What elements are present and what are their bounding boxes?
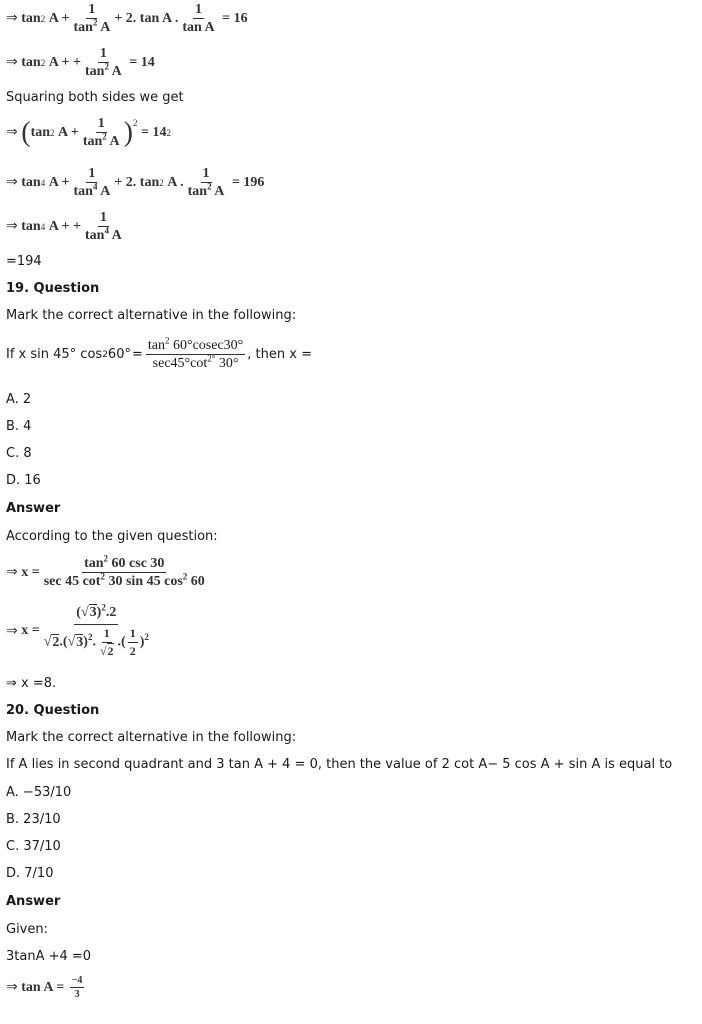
equation-4: ⇒ tan 4 A + $\frac{1}{\tan^4 A}$ + 2. tan 2 A . $\frac{1}{\tan^2 A}$ = 196 [6,166,265,199]
q19-option-d: D. 16 [6,473,41,488]
implies-arrow: ⇒ [6,175,18,190]
q19-heading: 19. Question [6,281,100,296]
q19-option-c: C. 8 [6,446,32,461]
q19-stem-fraction: $\frac{\tan^2 60^\circ cosec30^\circ}{\sec 45^\circ\cot^{2^\circ} 30^\circ}$ [147,335,244,371]
fraction: $\frac{1}{\tan^2 A}$ [82,116,120,149]
fraction: $\frac{\tan^2 60 \csc 30}{\sec 45 \cot^2 30 \sin 45 \cos^2 60}$ [43,553,205,589]
q19-final: ⇒ x =8. [6,676,57,691]
implies-arrow: ⇒ [6,980,18,995]
q20-heading: 20. Question [6,703,100,718]
implies-arrow: ⇒ [6,565,18,580]
equation-2: ⇒ tan 2 A + + $\frac{1}{\tan^2 A}$ = 14 [6,46,155,79]
fraction: $\frac{1}{\tan^2 A}$ [187,166,225,199]
q20-answer-label: Answer [6,894,61,909]
q20-stem: If A lies in second quadrant and 3 tan A + 4 = 0, then the value of 2 cot A− 5 cos A + sin A is equal to [6,757,673,772]
q20-option-a: A. −53/10 [6,785,72,800]
q20-option-d: D. 7/10 [6,866,54,881]
fraction: $\frac{1}{\tan^4 A}$ [73,166,111,199]
q20-equation: 3tanA +4 =0 [6,949,92,964]
q19-stem: If x sin 45° cos 2 60° = $\frac{\tan^2 60^\circ cosec30^\circ}{\sec 45^\circ\cot^{2^\circ} 30^\circ}$ , then x = [6,335,312,371]
implies-arrow: ⇒ [6,125,18,140]
q20-option-c: C. 37/10 [6,839,61,854]
fraction: $\frac{-4}{3}$ [71,975,83,1000]
implies-arrow: ⇒ [6,623,18,639]
q19-answer-label: Answer [6,501,61,516]
equation-1: ⇒ tan 2 A + $\frac{1}{\tan^2 A}$ + 2. tan A . $\frac{1}{\text{tan A}}$ = 16 [6,2,248,35]
fraction: $(√3)^2.2$ $√2.(√3)^2$. $\frac{1}{√2}$ .( $\frac{1}{2}$ )$^2$ [43,602,149,658]
q19-answer-equation-2: ⇒ x = $(√3)^2.2$ $√2.(√3)^2$. $\frac{1}{√2}$ .( $\frac{1}{2}$ )$^2$ [6,602,149,658]
fraction: $\frac{1}{\tan^4 A}$ [84,210,122,243]
squaring-text: Squaring both sides we get [6,90,184,105]
equation-5: ⇒ tan 4 A + + $\frac{1}{\tan^4 A}$ [6,210,122,243]
q19-instruction: Mark the correct alternative in the following: [6,308,297,323]
q19-option-b: B. 4 [6,419,32,434]
implies-arrow: ⇒ [6,219,18,234]
result-194: =194 [6,254,42,269]
fraction: $\frac{1}{\tan^2 A}$ [84,46,122,79]
q19-according: According to the given question: [6,529,218,544]
fraction: $\frac{1}{\text{tan A}}$ [182,2,215,35]
q19-answer-equation-1: ⇒ x = $\frac{\tan^2 60 \csc 30}{\sec 45 \cot^2 30 \sin 45 \cos^2 60}$ [6,553,205,589]
fraction: $\frac{1}{\tan^2 A}$ [73,2,111,35]
q20-instruction: Mark the correct alternative in the following: [6,730,297,745]
q20-tan-value: ⇒ tan A = $\frac{-4}{3}$ [6,975,83,1000]
implies-arrow: ⇒ [6,55,18,70]
implies-arrow: ⇒ [6,11,18,26]
q20-given: Given: [6,922,48,937]
q19-option-a: A. 2 [6,392,32,407]
equation-3: ⇒ ( tan 2 A + $\frac{1}{\tan^2 A}$ ) $^2$ = 14 2 [6,116,171,149]
q20-option-b: B. 23/10 [6,812,61,827]
